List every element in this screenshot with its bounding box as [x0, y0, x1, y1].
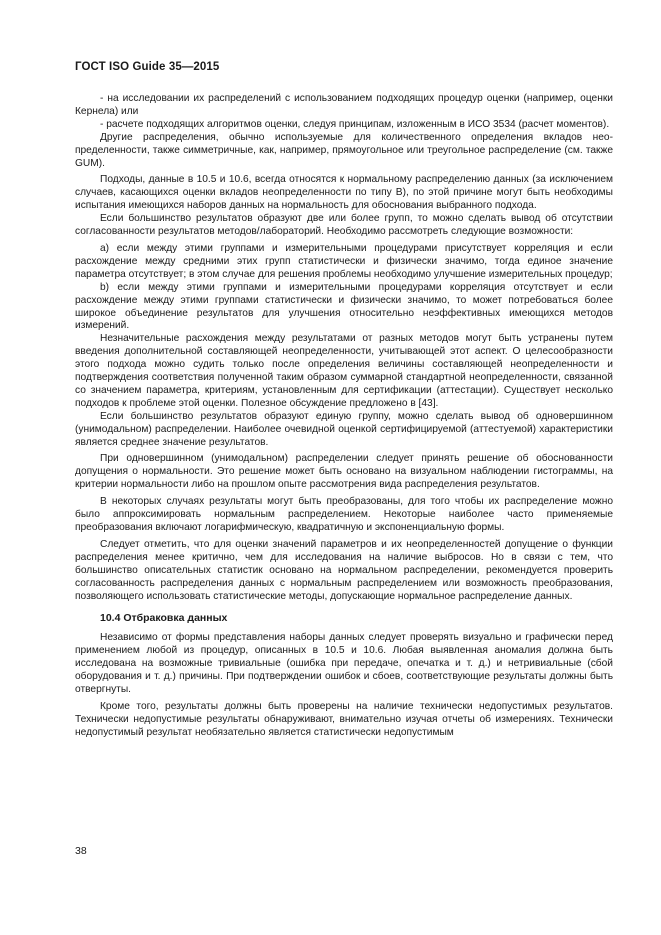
- page-body: [75, 93, 613, 740]
- page-number: 38: [75, 845, 87, 857]
- paragraph-data-inspection: Независимо от формы представления наборы данных следует проверять визуально и графически перед применением любой из процедур, описанных в 10.5 и 10.6. Любая выявленная аномалия должна быть исследована на возможные тривиальные (ошибка при передаче, опечатка и т. д.) и нетривиальные (сбой оборудования и т. д.) причины. При подтверждении ошибок и сбоев, соответствующие результаты должны быть отвергнуты.: [75, 632, 613, 696]
- paragraph-approaches: Подходы, данные в 10.5 и 10.6, всегда относятся к нормальному распределению данных (за исключением случаев, касающихся оценки вкладов неопределенности по типу B), по этой причине могут быть необходимы испытания имеющихся наборов данных на нормальность для обоснования выбранного подхода.: [75, 174, 613, 212]
- paragraph-distribution-note: Следует отметить, что для оценки значений параметров и их неопределенностей допущение о функции распределения менее критично, чем для исследования на наличие выбросов. Но в связи с тем, что большинство описательных статистик основано на нормальном распределении, рекомендуется проверить согласованность распределения данных с нормальным распределением или возможность преобразования, позволяющего использовать статистические методы, допускающие нормальное распределение данных.: [75, 538, 613, 602]
- paragraph-normality: При одновершинном (унимодальном) распределении следует принять решение об обоснованности допущения о нормальности. Это решение может быть основано на визуальном наблюдении гистограммы, на критерии нормальности либо на прошлом опыте рассмотрения вида распределения результатов.: [75, 453, 613, 491]
- paragraph-unimodal: Если большинство результатов образуют единую группу, можно сделать вывод об одновершинном (унимодальном) распределении. Наиболее очевидной оценкой сертифицируемой (аттестуемой) характеристики является среднее значение результатов.: [75, 410, 613, 448]
- paragraph-option-a: a) если между этими группами и измерительными процедурами присутствует корреляция и если расхождение между средними этих групп статистически и физически значимо, тогда единое значение параметра отсутствует; в этом случае для решения проблемы необходимо улучшение измерительных процедур;: [75, 242, 613, 280]
- section-heading: 10.4 Отбраковка данных: [100, 612, 228, 625]
- paragraph-minor-discrepancies: Незначительные расхождения между результатами от разных методов могут быть устранены путем введения дополнительной составляющей неопределенности, учитывающей этот аспект. О целесообразности этого подхода можно судить только после определения величины составляющей неопределенности и подтверждения соответствия полученной таким образом суммарной стандартной неопределенности, связанной со значением параметра, критериям, установленным для сертификации (аттестации). Существует несколько подходов к проблеме этой оценки. Полезное обсуждение предложено в [43].: [75, 333, 613, 409]
- paragraph-technically-invalid: Кроме того, результаты должны быть проверены на наличие технически недопустимых результатов. Технически недопустимые результаты обнаруживают, внимательно изучая отчеты об измерениях. Технически недопустимый результат необязательно является статистически недопустимым: [75, 700, 613, 738]
- paragraph-transformations: В некоторых случаях результаты могут быть преобразованы, для того чтобы их распределение можно было аппроксимировать нормальным распределением. Некоторые наиболее часто применяемые преобразования включают логарифмическую, квадратичную и экспоненциальную формы.: [75, 496, 613, 533]
- paragraph-other-distributions: Другие распределения, обычно используемые для количественного определения вкладов неопределенности, также симметричные, как, например, прямоугольное или треугольное распределение (см. также GUM).: [75, 131, 613, 169]
- paragraph-list-item-moments: - расчете подходящих алгоритмов оценки, следуя принципам, изложенным в ИСО 3534 (расчет моментов).: [100, 118, 610, 130]
- paragraph-groups: Если большинство результатов образуют две или более групп, то можно сделать вывод об отсутствии согласованности результатов методов/лабораторий. Необходимо рассмотреть следующие возможности:: [75, 213, 613, 238]
- paragraph-list-item-kernel: - на исследовании их распределений с использованием подходящих процедур оценки (например, оценки Кернела) или: [75, 93, 613, 117]
- paragraph-option-b: b) если между этими группами и измерительными процедурами корреляция отсутствует и если расхождение между этими группами статистически и физически значимо, то может потребоваться более широкое объединение результатов для улучшения относительно неэффективных имеющихся методов измерений.: [75, 281, 613, 332]
- document-header: ГОСТ ISO Guide 35—2015: [75, 61, 220, 73]
